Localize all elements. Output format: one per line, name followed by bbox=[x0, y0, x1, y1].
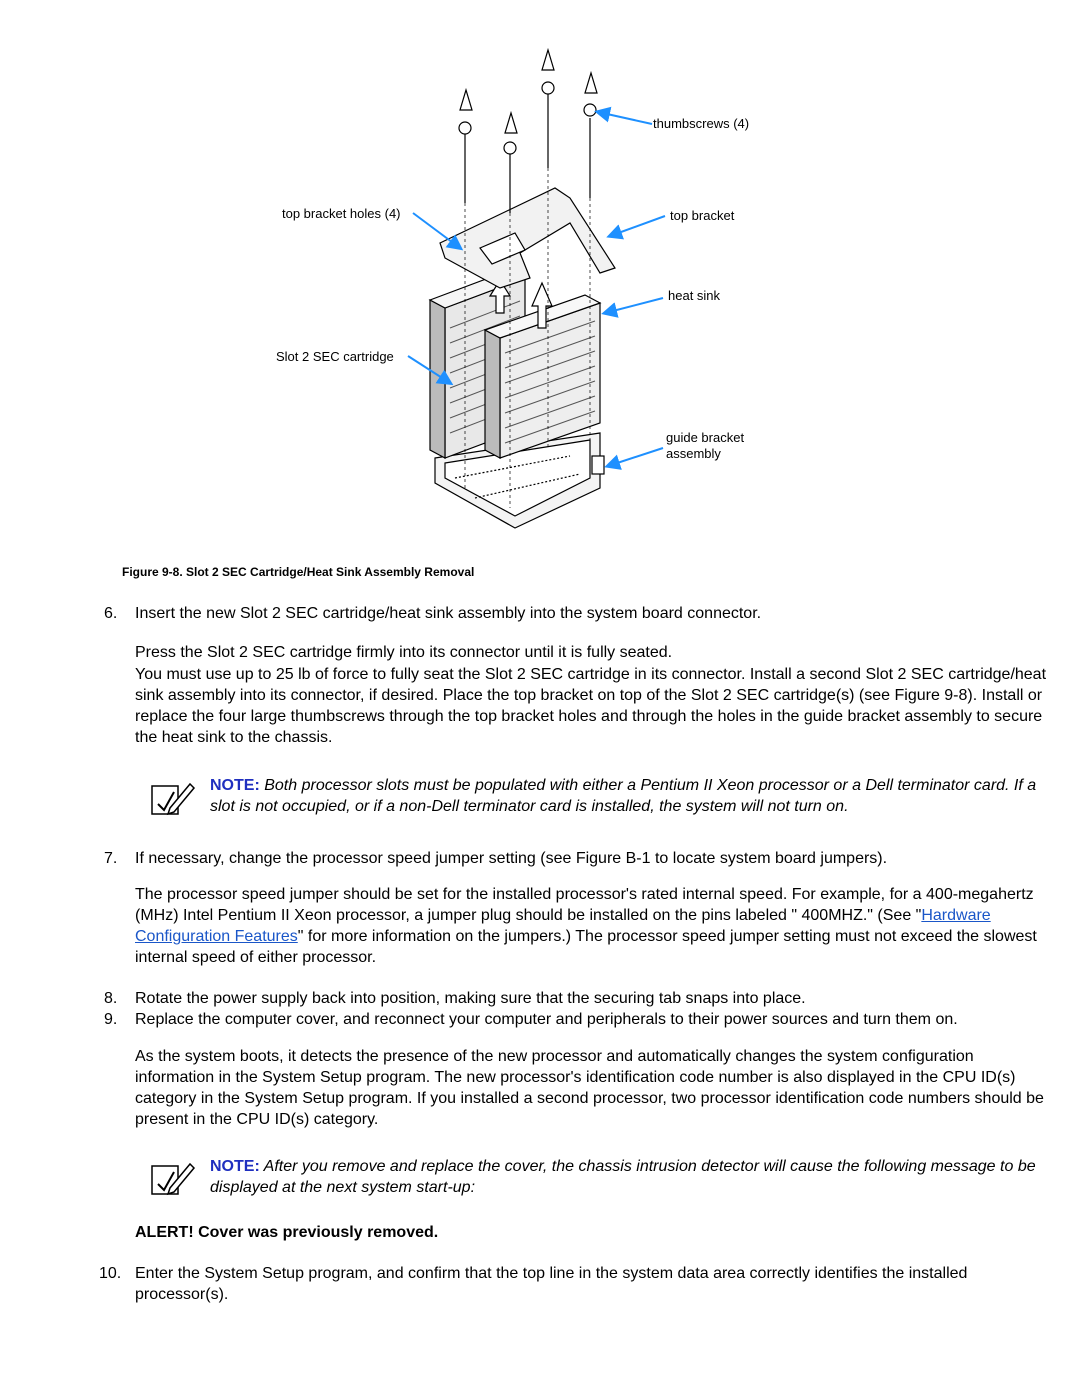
step-number: 6. bbox=[104, 605, 118, 622]
step-text: If necessary, change the processor speed jumper setting (see Figure B-1 to locate system board jumpers). bbox=[135, 850, 888, 867]
note-body: After you remove and replace the cover, the chassis intrusion detector will cause the following message to be displayed at the next system start-up: bbox=[210, 1158, 1036, 1196]
callout-heat-sink: heat sink bbox=[668, 288, 721, 303]
note-label: NOTE: bbox=[210, 1158, 260, 1175]
callout-thumbscrews: thumbscrews (4) bbox=[653, 116, 750, 131]
step-number: 10. bbox=[99, 1265, 122, 1282]
assembly-figure bbox=[270, 38, 770, 558]
note-body: Both processor slots must be populated with either a Pentium II Xeon processor or a Dell terminator card. If a slot is not occupied, or if a non-Dell terminator card is installed, the system will not turn on. bbox=[210, 777, 1037, 815]
step-text: Replace the computer cover, and reconnect your computer and peripherals to their power sources and turn them on. bbox=[135, 1011, 958, 1028]
note-pencil-icon bbox=[148, 778, 196, 818]
step-subtext: You must use up to 25 lb of force to fully seat the Slot 2 SEC cartridge in its connector. Install a second Slot 2 SEC cartridge/heat sink assembly into its connector, if desired. Place the top bracket on top of the Slot 2 SEC cartridge(s) (see Figure 9-8). Install or replace the four large thumbscrews through the top bracket holes and through the holes in the guide bracket assembly to secure the heat sink to the chassis. bbox=[135, 666, 1047, 746]
alert-message: ALERT! Cover was previously removed. bbox=[135, 1224, 439, 1241]
step-text: Rotate the power supply back into position, making sure that the securing tab snaps into place. bbox=[135, 990, 806, 1007]
note-label: NOTE: bbox=[210, 777, 260, 794]
step-text: Enter the System Setup program, and confirm that the top line in the system data area correctly identifies the installed processor(s). bbox=[135, 1265, 968, 1303]
callout-top-bracket: top bracket bbox=[670, 208, 735, 223]
thumbscrews-drawing bbox=[459, 50, 597, 213]
note-text bbox=[210, 775, 1050, 817]
callout-cartridge: Slot 2 SEC cartridge bbox=[276, 349, 394, 364]
hardware-configuration-link[interactable]: Hardware Configuration Features bbox=[135, 907, 991, 945]
step-subtext: Press the Slot 2 SEC cartridge firmly into its connector until it is fully seated. bbox=[135, 644, 673, 661]
figure-caption: Figure 9-8. Slot 2 SEC Cartridge/Heat Sink Assembly Removal bbox=[122, 565, 475, 579]
step-number: 8. bbox=[104, 990, 118, 1007]
step-number: 7. bbox=[104, 850, 118, 867]
callout-assembly: assembly bbox=[666, 446, 721, 461]
step-subtext: The processor speed jumper should be set for the installed processor's rated internal speed. For example, for a 400-megahertz (MHz) Intel Pentium II Xeon processor, a jumper plug should be installed on the pins labeled " 400MHZ." (See "Hardware Configuration Features" for more information on the jumpers.) The processor speed jumper setting must not exceed the slowest internal speed of either processor. bbox=[135, 886, 1037, 966]
step-number: 9. bbox=[104, 1011, 118, 1028]
callout-guide-bracket: guide bracket bbox=[666, 430, 745, 445]
note-text bbox=[210, 1156, 1050, 1198]
top-bracket-drawing bbox=[440, 188, 615, 288]
step-subtext: As the system boots, it detects the presence of the new processor and automatically changes the system configuration information in the System Setup program. The new processor's identification code number is also displayed in the CPU ID(s) category in the System Setup program. If you installed a second processor, two processor identification code numbers should be present in the CPU ID(s) category. bbox=[135, 1048, 1044, 1128]
note-pencil-icon bbox=[148, 1158, 196, 1198]
callout-top-bracket-holes: top bracket holes (4) bbox=[282, 206, 401, 221]
step-text: Insert the new Slot 2 SEC cartridge/heat sink assembly into the system board connector. bbox=[135, 605, 762, 622]
heat-sink-assembly-diagram bbox=[270, 38, 770, 558]
